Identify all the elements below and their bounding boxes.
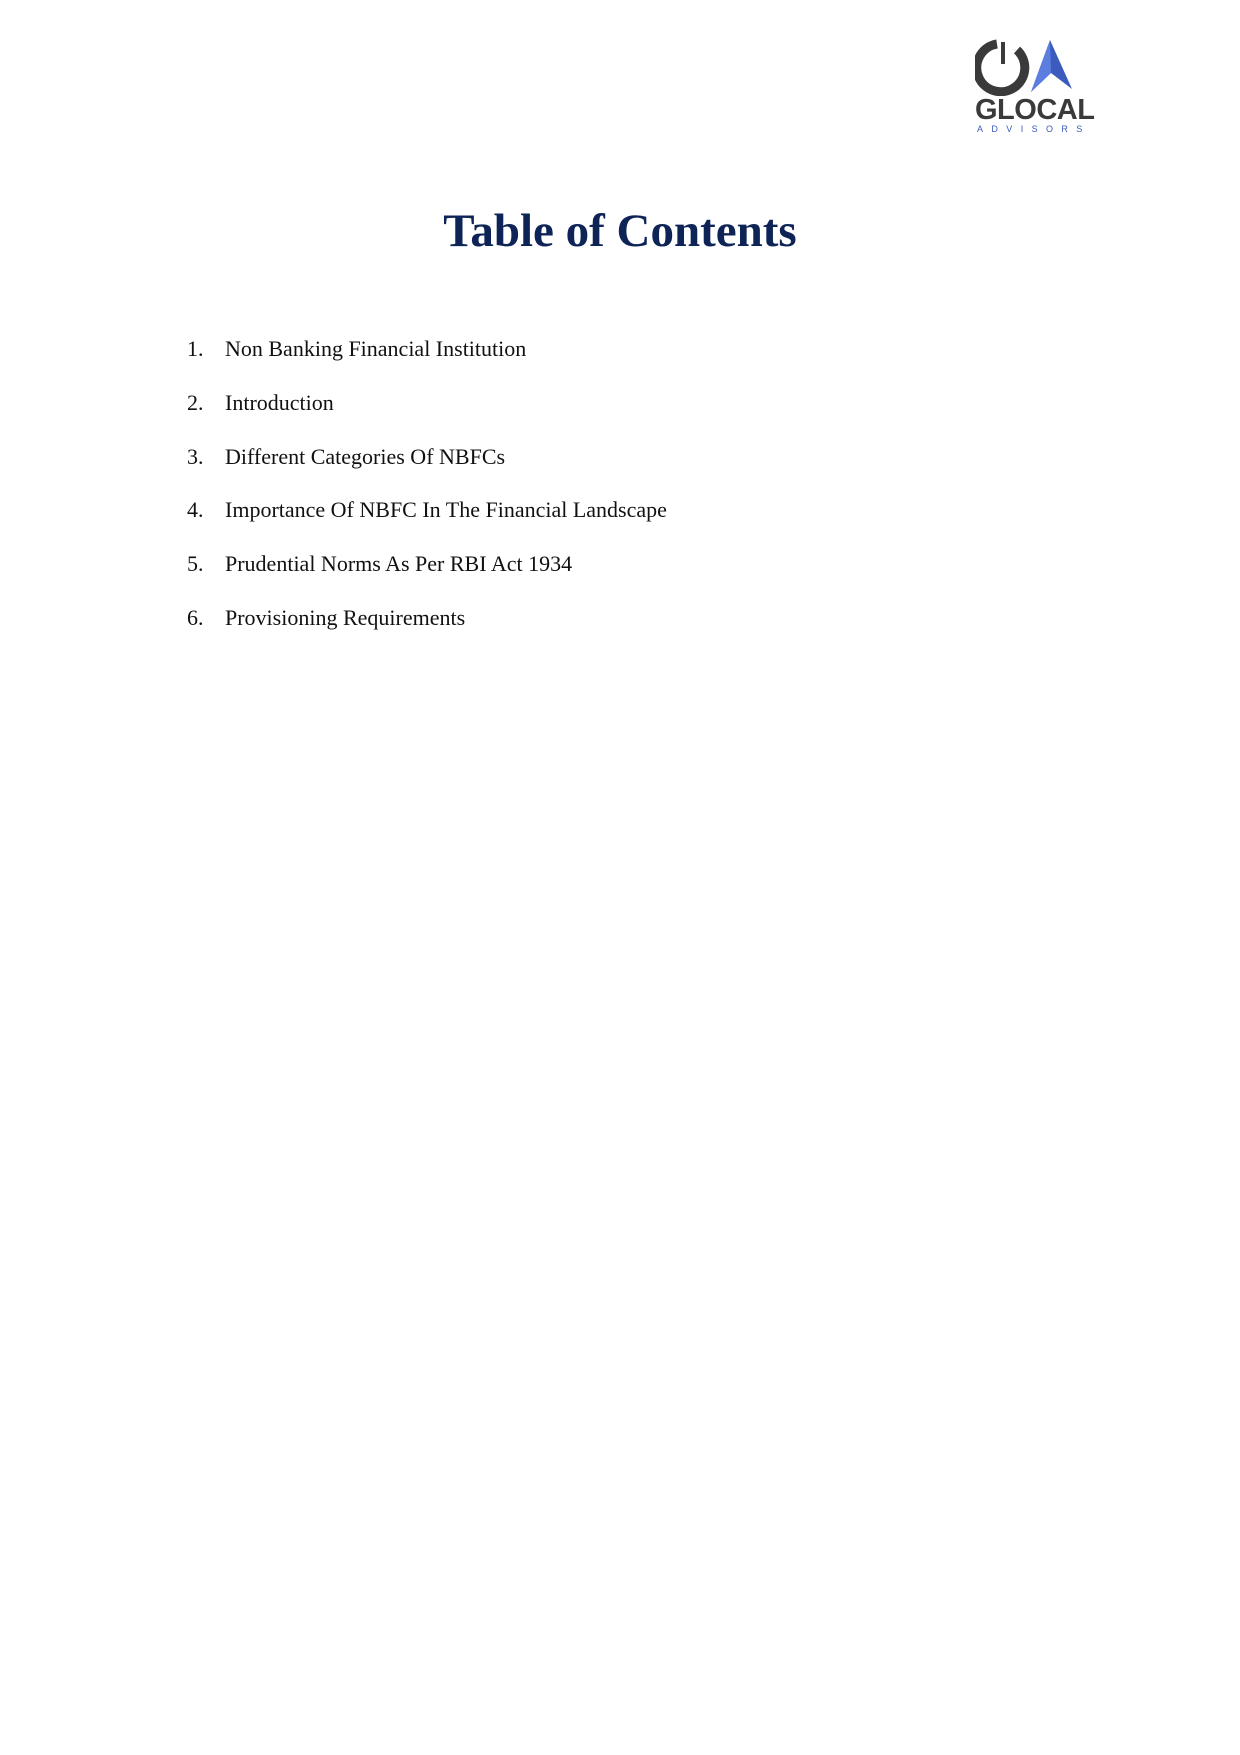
- toc-item[interactable]: [187, 497, 1087, 551]
- company-logo: [975, 38, 1095, 138]
- toc-item[interactable]: [187, 551, 1087, 605]
- toc-item-number: 2.: [187, 389, 204, 415]
- toc-item[interactable]: [187, 336, 1087, 390]
- toc-item-number: 3.: [187, 443, 204, 469]
- logo-mark-icon: [975, 38, 1091, 96]
- toc-item-number: 6.: [187, 604, 204, 630]
- toc-item[interactable]: [187, 605, 1087, 659]
- toc-item-label: Importance Of NBFC In The Financial Landscape: [225, 497, 667, 523]
- toc-item-number: 4.: [187, 497, 204, 523]
- toc-item-label: Introduction: [225, 389, 334, 415]
- table-of-contents: [187, 336, 1087, 659]
- toc-item-label: Prudential Norms As Per RBI Act 1934: [225, 551, 573, 577]
- logo-wordmark: GLOCAL: [975, 94, 1095, 126]
- logo-tagline: ADVISORS: [977, 124, 1091, 134]
- toc-item[interactable]: [187, 390, 1087, 444]
- toc-item-label: Provisioning Requirements: [225, 604, 466, 630]
- toc-item-number: 1.: [187, 336, 204, 361]
- toc-item-number: 5.: [187, 551, 204, 577]
- toc-item[interactable]: [187, 444, 1087, 498]
- toc-item-label: Different Categories Of NBFCs: [225, 443, 506, 469]
- page-title: Table of Contents: [443, 205, 797, 257]
- toc-item-label: Non Banking Financial Institution: [225, 336, 527, 361]
